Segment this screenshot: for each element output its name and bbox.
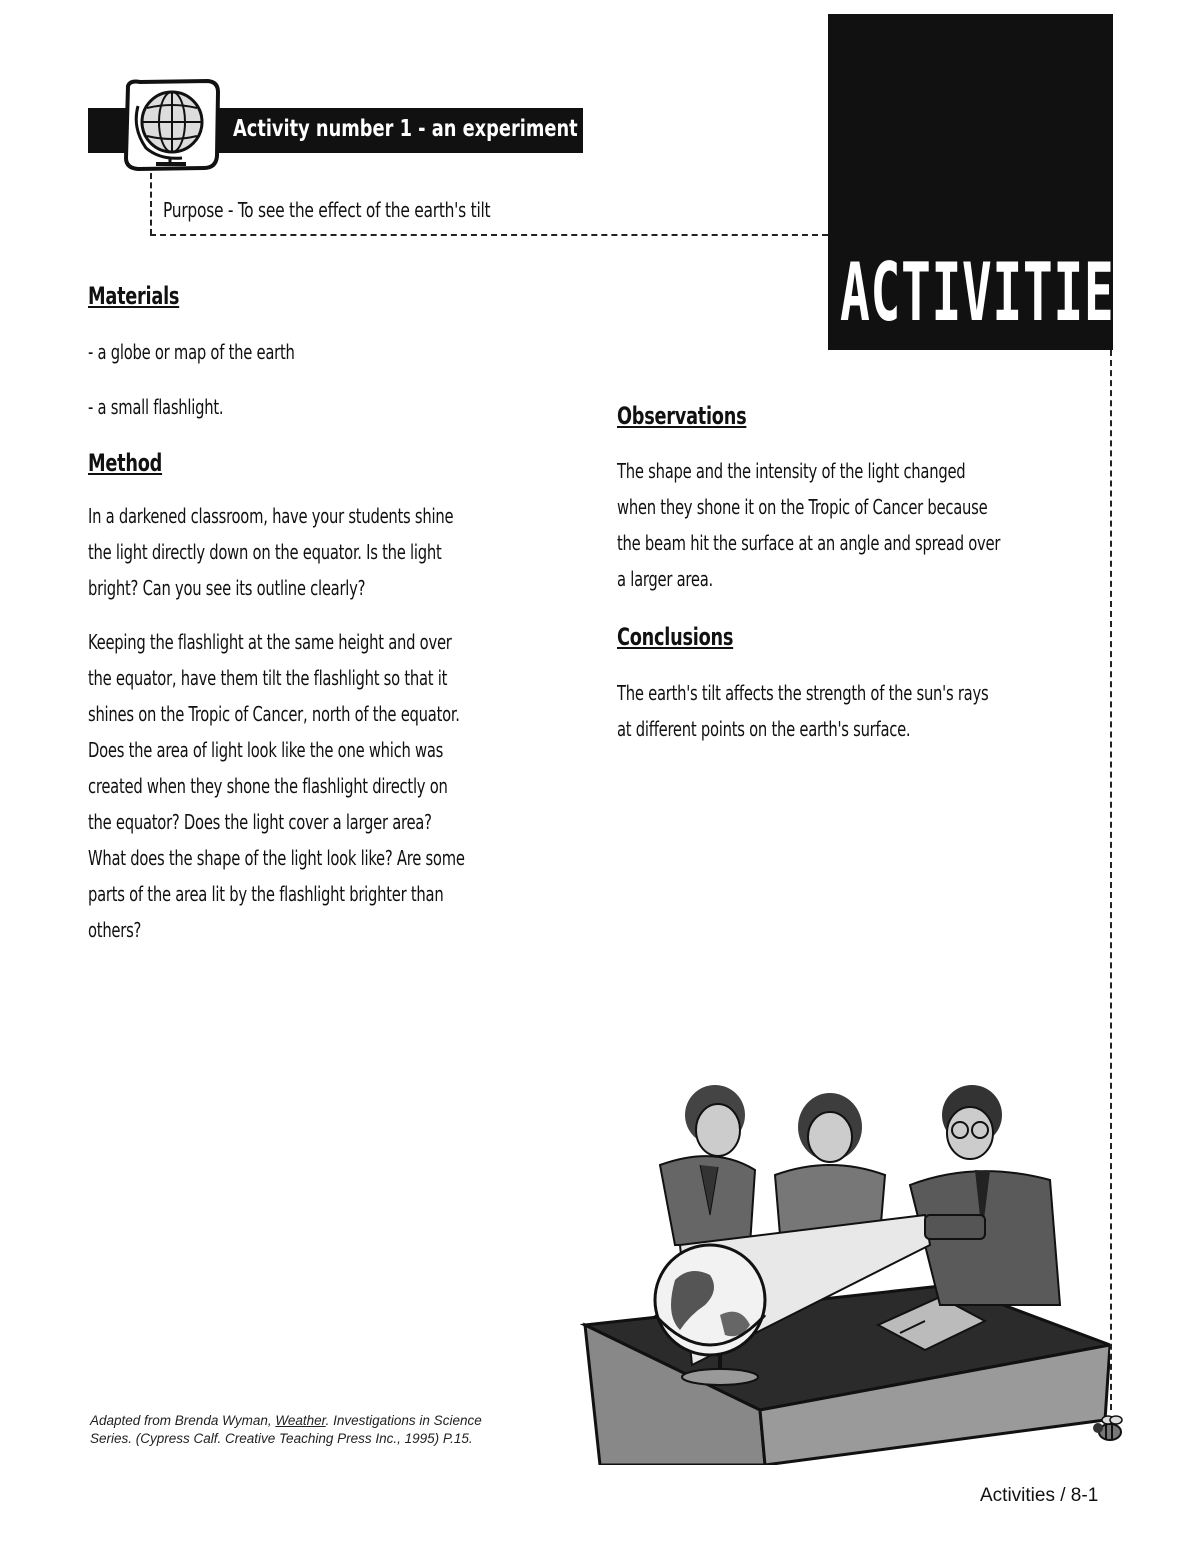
text-line: created when they shone the flashlight directly on [88,774,448,798]
materials-item: - a globe or map of the earth [88,340,295,364]
materials-heading: Materials [88,282,180,310]
text-line: the equator? Does the light cover a larger area? [88,810,432,834]
text-line: parts of the area lit by the flashlight brighter than [88,882,444,906]
citation-footnote [90,1412,520,1448]
method-heading: Method [88,449,163,477]
text-line: shines on the Tropic of Cancer, north of the equator. [88,702,460,726]
text-line: bright? Can you see its outline clearly? [88,576,366,600]
materials-item: - a small flashlight. [88,395,224,419]
activities-tab [828,14,1145,350]
method-paragraph-2 [88,624,465,948]
text-line: the light directly down on the equator. Is the light [88,540,442,564]
text-line: the beam hit the surface at an angle and spread over [617,531,1001,555]
dashed-connector [150,234,828,236]
observations-heading: Observations [617,402,747,430]
citation-suffix: . Investigations in Science Series. (Cypress Calf. Creative Teaching Press Inc., 1995) P.15. [90,1413,482,1446]
method-paragraph-1 [88,498,453,606]
conclusions-heading: Conclusions [617,623,734,651]
citation-title: Weather [275,1413,326,1428]
dashed-connector [1110,350,1112,1410]
activity-title: Activity number 1 - an experiment [233,116,578,142]
bee-icon [1088,1408,1128,1448]
dashed-connector [150,173,152,235]
purpose-text: Purpose - To see the effect of the earth's tilt [163,198,491,222]
text-line: The earth's tilt affects the strength of the sun's rays [617,681,989,705]
text-line: at different points on the earth's surface. [617,717,911,741]
conclusions-paragraph [617,675,988,747]
page-number: Activities / 8-1 [980,1485,1099,1506]
observations-paragraph [617,453,1000,597]
citation-prefix: Adapted from Brenda Wyman, [90,1413,276,1428]
text-line: What does the shape of the light look like? Are some [88,846,465,870]
section-title: ACTIVITIES [840,246,1145,339]
text-line: The shape and the intensity of the light changed [617,459,966,483]
text-line: Does the area of light look like the one which was [88,738,444,762]
text-line: others? [88,918,142,942]
text-line: when they shone it on the Tropic of Cancer because [617,495,988,519]
text-line: the equator, have them tilt the flashlight so that it [88,666,448,690]
text-line: In a darkened classroom, have your students shine [88,504,454,528]
students-globe-illustration [580,1075,1110,1465]
text-line: a larger area. [617,567,713,591]
text-line: Keeping the flashlight at the same height and over [88,630,452,654]
globe-icon [120,78,225,173]
